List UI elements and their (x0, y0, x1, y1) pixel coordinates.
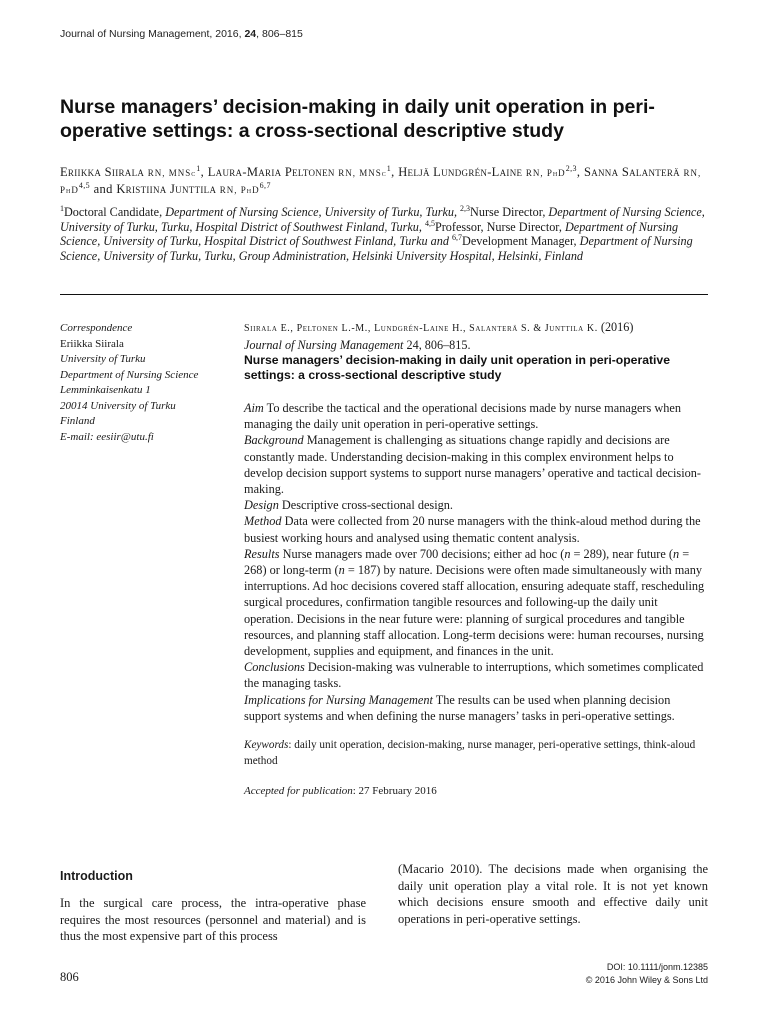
citation-authors: Siirala E., Peltonen L.-M., Lundgrén-Laine H., Salanterä S. & Junttila K. (244, 323, 598, 334)
author-name: Kristiina Junttila (116, 182, 217, 196)
affiliation-mark: 6,7 (452, 233, 463, 243)
page-number: 806 (60, 970, 79, 984)
journal-pages: , 806–815 (256, 28, 303, 40)
affiliation-role: Nurse Director, (470, 205, 549, 219)
journal-volume: 24 (244, 28, 257, 40)
header-divider (60, 294, 708, 295)
author-degree: RN, PhD (60, 168, 702, 195)
correspondence-block (60, 321, 235, 445)
affiliation-institution: Department of Nursing Science, University of Turku, Turku, (165, 205, 457, 219)
abstract-conclusions (244, 659, 709, 691)
abstract-method (244, 513, 709, 545)
affiliation-institution: Department of Nursing Science, University of Turku, Turku, Group Administration, Helsinki University Hospital, Helsinki, Finland (60, 234, 693, 263)
n-symbol: n (338, 563, 345, 578)
affiliations (60, 205, 710, 263)
accepted-label: Accepted for publication (244, 785, 353, 798)
section-label: Design (244, 498, 279, 513)
author-list: Eriikka Siirala RN, MNSc$^1$, Laura-Maria Peltonen RN, MNSc$^1$, Heljä Lundgrén-Laine RN, PhD$^{2,3}$, Sanna Salanterä RN, PhD$^{4,5}$ and Kristiina Junttila RN, PhD$^{6,7}$ (60, 163, 702, 196)
correspondence-org: University of Turku (60, 353, 146, 365)
abstract-results (244, 546, 709, 659)
running-header (60, 28, 303, 40)
keywords-label: Keywords (244, 739, 289, 752)
keywords (244, 737, 709, 769)
author-degree: RN, PhD (219, 185, 260, 195)
introduction-text-left: In the surgical care process, the intra-operative phase requires the most resources (personnel and material) and is thus the most expensive part of this process (60, 896, 366, 944)
n-symbol: n (564, 546, 571, 561)
author-affiliation-mark: 1 (196, 163, 201, 173)
abstract-body (244, 400, 709, 724)
correspondence-department: Department of Nursing Science (60, 368, 199, 381)
author-degree: RN, MNSc (338, 168, 387, 178)
author-affiliation-mark: 2,3 (565, 163, 577, 173)
section-text: The results can be used when planning decision support systems and when defining the nurse managers’ tasks in peri-operative settings. (244, 692, 675, 723)
copyright-text: © 2016 John Wiley & Sons Ltd (585, 975, 708, 985)
author-degree: RN, PhD (525, 168, 566, 178)
author-name: Eriikka Siirala (60, 165, 145, 179)
section-label: Conclusions (244, 660, 305, 675)
section-text: Decision-making was vulnerable to interruptions, which sometimes complicated the managing tasks. (244, 660, 704, 691)
citation-volume: 24 (406, 338, 419, 352)
author-conjunction: and (93, 182, 113, 196)
section-text: Management is challenging as situations change rapidly and decisions are constantly made. Understanding decision-making in this complex environment helps to develop decision support systems to support nurse managers’ operative and tactical decision-making. (244, 433, 702, 497)
author-degree: RN, MNSc (147, 168, 197, 178)
author-affiliation-mark: 6,7 (259, 180, 271, 190)
introduction-text-right: (Macario 2010). The decisions made when organising the daily unit operation play a vital role. It is not yet known which decisions ensure smooth and effective daily unit operations in peri-operative settings. (398, 862, 708, 927)
correspondence-street: Lemminkaisenkatu 1 (60, 384, 151, 396)
affiliation-institution: Department of Nursing Science, University of Turku, Hospital District of Southwest Finland, Turku and (60, 219, 679, 249)
abstract-aim (244, 400, 709, 432)
citation-pages: , 806–815. (418, 338, 471, 352)
abstract-background (244, 432, 709, 497)
abstract-implications (244, 692, 709, 724)
section-label: Aim (244, 401, 264, 415)
citation (244, 319, 709, 353)
section-label: Results (244, 546, 280, 561)
correspondence-email: E-mail: eesiir@utu.fi (60, 430, 154, 443)
article-title: Nurse managers’ decision-making in daily unit operation in peri-operative settings: a cross-sectional descriptive study (60, 96, 655, 142)
affiliation-institution: Department of Nursing Science, University of Turku, Turku, Hospital District of Southwest Finland, Turku, (60, 205, 705, 234)
citation-year: (2016) (600, 320, 634, 334)
correspondence-city: 20014 University of Turku (60, 399, 176, 412)
correspondence-country: Finland (60, 415, 95, 427)
abstract-column (244, 319, 709, 799)
section-text: = 289), near future ( (570, 546, 674, 561)
affiliation-mark: 4,5 (424, 218, 435, 228)
author-name: Sanna Salanterä (583, 165, 680, 179)
n-symbol: n (673, 546, 680, 561)
affiliation-role: Professor, Nurse Director, (434, 219, 565, 234)
correspondence-name: Eriikka Siirala (60, 337, 124, 350)
section-text: Descriptive cross-sectional design. (278, 498, 453, 513)
section-text: = 187) by nature. Decisions were often made simultaneously with many interruptions. Ad hoc decisions covered staff allocation, ensuring adequate staff, rescheduling surgical procedures, confirmation tangible resources and following-up the daily unit operation. Decisions in the near future were: planning of surgical procedures and tangible resources, and planning staff allocation. Long-term decisions were: human recourses, nursing development, supplies and equipment, and finances in the unit. (244, 563, 705, 659)
section-text: Data were collected from 20 nurse managers with the think-aloud method during the busiest working hours and analysed using thematic content analysis. (244, 514, 701, 545)
footer-doi (586, 961, 708, 987)
section-label: Implications for Nursing Management (244, 692, 433, 707)
section-label: Background (244, 433, 304, 448)
section-text: Nurse managers made over 700 decisions; either ad hoc ( (279, 546, 565, 561)
author-name: Laura-Maria Peltonen (207, 165, 335, 179)
affiliation-role: Development Manager, (462, 234, 580, 249)
keywords-text: : daily unit operation, decision-making, nurse manager, peri-operative settings, think-aloud method (244, 739, 696, 768)
doi-text: DOI: 10.1111/jonm.12385 (606, 962, 708, 972)
author-name: Heljä Lundgrén-Laine (398, 165, 523, 179)
section-label: Method (244, 514, 282, 529)
section-text: = 268) or long-term ( (244, 546, 690, 578)
accepted-date (244, 784, 709, 799)
author-affiliation-mark: 4,5 (78, 180, 91, 190)
abstract-title: Nurse managers’ decision-making in daily unit operation in peri-operative settings: a cross-sectional descriptive study (244, 353, 670, 382)
accepted-value: : 27 February 2016 (352, 785, 437, 798)
section-text: To describe the tactical and the operational decisions made by nurse managers when managing the daily unit operation in peri-operative settings. (244, 401, 682, 432)
abstract-design (244, 497, 709, 513)
introduction-heading: Introduction (60, 869, 133, 883)
correspondence-heading: Correspondence (60, 322, 133, 334)
affiliation-mark: 1 (60, 203, 64, 213)
affiliation-mark: 2,3 (460, 203, 471, 213)
affiliation-role: Doctoral Candidate, (64, 205, 166, 219)
citation-journal: Journal of Nursing Management (244, 338, 404, 352)
journal-citation-text: Journal of Nursing Management, 2016, (60, 28, 245, 40)
author-affiliation-mark: 1 (386, 163, 392, 173)
